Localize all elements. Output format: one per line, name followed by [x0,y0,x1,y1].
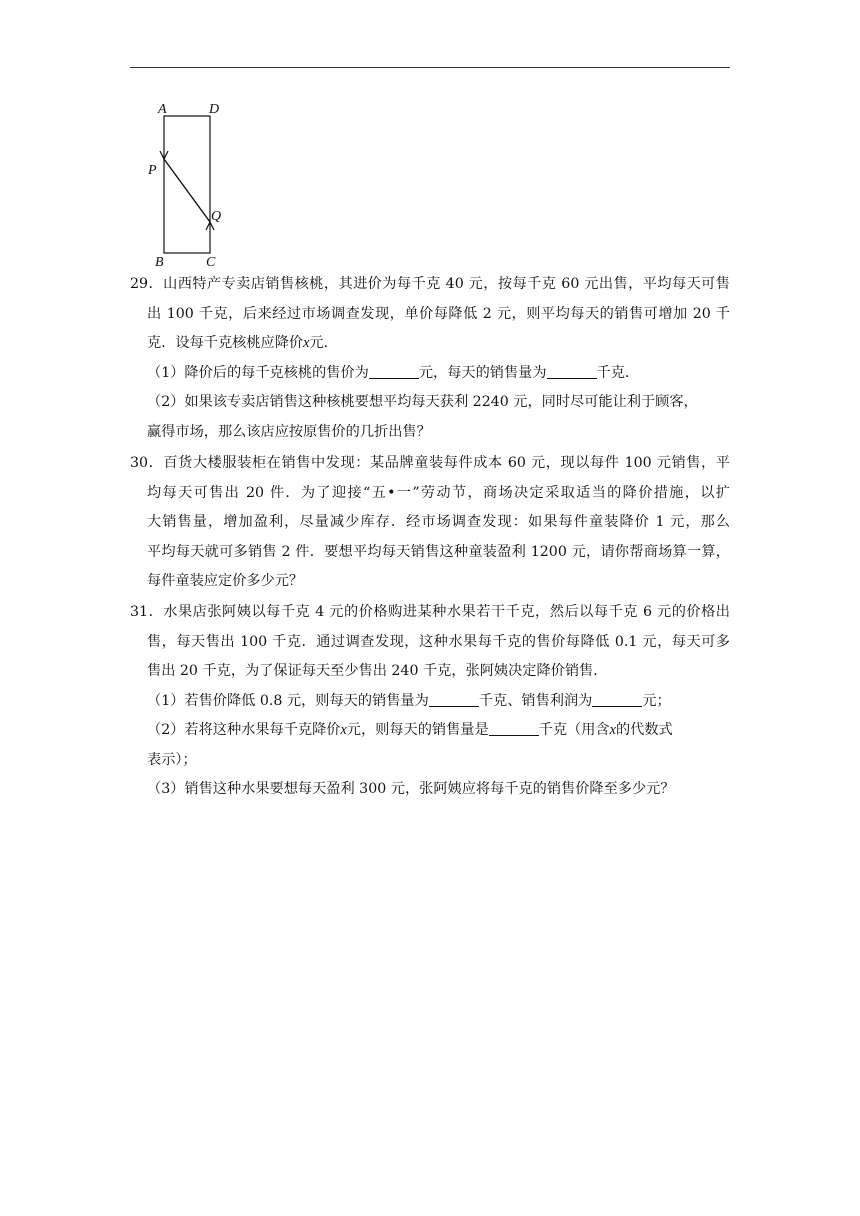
label-c: C [206,255,216,268]
answer-blank [592,692,642,707]
question-number: 29． [130,276,164,292]
label-q: Q [211,209,222,224]
q30-line-5: 每件童装应定价多少元？ [147,573,304,589]
rectangle-abcd [164,116,210,253]
q31-line-2: 售，每天售出 100 千克．通过调查发现，这种水果每千克的售价每降低 0.1 元，每天可多 [147,633,730,650]
answer-blank [547,364,597,379]
q30-line-1: 30．百货大楼服装柜在销售中发现：某品牌童装每件成本 60 元，现以每件 100 元销售，平 [130,455,730,471]
label-b: B [155,255,164,268]
segment-pq [164,159,210,222]
q30-line-4: 平均每天就可多销售 2 件．要想平均每天销售这种童装盈利 1200 元，请你帮商场算一算， [147,543,730,560]
q29-line-1: 29．山西特产专卖店销售核桃，其进价为每千克 40 元，按每千克 60 元出售，平均每天可售 [130,276,730,292]
q31-part-2-line-1: （2）若将这种水果每千克降价x元，则每天的销售量是 千克（用含x的代数式 [147,722,673,738]
q30-line-2: 均每天可售出 20 件．为了迎接“五•一”劳动节，商场决定采取适当的降价措施，以扩 [147,484,730,501]
q31-part-2-line-2: 表示）； [147,751,197,768]
q31-part-3: （3）销售这种水果要想每天盈利 300 元，张阿姨应将每千克的销售价降至多少元？ [147,781,675,797]
answer-blank [429,692,479,707]
question-31 [130,598,730,805]
q29-part-2-line-2: 赢得市场，那么该店应按原售价的几折出售？ [147,423,431,440]
question-number: 31． [130,604,164,620]
q29-part-1: （1）降价后的每千克核桃的售价为 元，每天的销售量为 千克． [147,364,640,381]
answer-blank [369,364,419,379]
q29-line-3: 克．设每千克核桃应降价x元． [147,335,338,351]
q31-part-1: （1）若售价降低 0.8 元，则每天的销售量为 千克、销售利润为 元； [147,692,671,709]
q29-line-2: 出 100 千克，后来经过市场调查发现，单价每降低 2 元，则平均每天的销售可增加 20 千 [147,305,730,322]
rectangle-diagram [140,96,250,268]
label-a: A [158,102,167,117]
q31-line-3: 售出 20 千克，为了保证每天至少售出 240 千克，张阿姨决定降价销售． [147,663,608,679]
geometry-figure [140,96,250,272]
question-number: 30． [130,455,164,471]
question-30 [130,449,730,597]
answer-blank [489,721,539,736]
header-rule [130,67,730,68]
q30-line-3: 大销售量，增加盈利，尽量减少库存．经市场调查发现：如果每件童装降价 1 元，那么 [147,514,730,530]
q29-part-2-line-1: （2）如果该专卖店销售这种核桃要想平均每天获利 2240 元，同时尽可能让利于顾客， [147,394,698,410]
label-p: P [148,163,157,178]
q31-line-1: 31．水果店张阿姨以每千克 4 元的价格购进某种水果若干千克，然后以每千克 6 元的价格出 [130,604,730,620]
label-d: D [209,102,220,117]
question-29 [130,270,730,447]
